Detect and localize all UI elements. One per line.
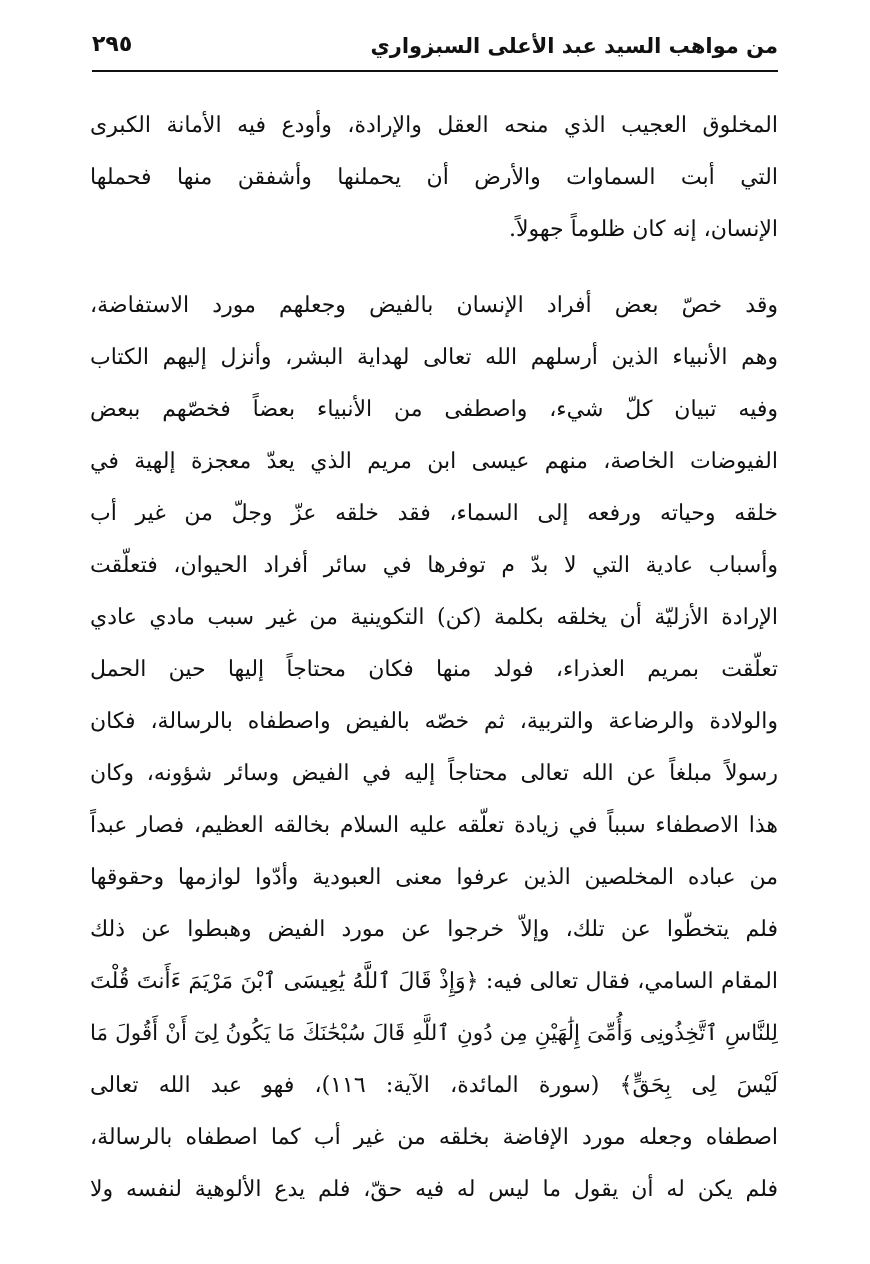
body-text <box>90 100 778 1216</box>
quran-verse-line: لِلنَّاسِ ٱتَّخِذُونِى وَأُمِّىَ إِلَٰهَيْنِ مِن دُونِ ٱللَّهِ قَالَ سُبْحَٰنَكَ مَا يَكُونُ لِىٓ أَنْ أَقُولَ مَا <box>90 1021 778 1046</box>
running-header <box>92 30 778 72</box>
text-line: وهم الأنبياء الذين أرسلهم الله تعالى لهداية البشر، وأنزل إليهم الكتاب <box>90 345 778 370</box>
text-line: تعلّقت بمريم العذراء، فولد منها فكان محتاجاً إليها حين الحمل <box>90 657 778 682</box>
paragraph-2 <box>90 280 778 1216</box>
quran-verse-line: لَيْسَ لِى بِحَقٍّ﴾ (سورة المائدة، الآية: ١١٦)، فهو عبد الله تعالى <box>90 1073 778 1098</box>
text-line: وفيه تبيان كلّ شيء، واصطفى من الأنبياء بعضاً فخصّهم ببعض <box>90 397 778 422</box>
paragraph-1 <box>90 100 778 256</box>
text-line: فلم يتخطّوا عن تلك، وإلاّ خرجوا عن مورد الفيض وهبطوا عن ذلك <box>90 917 778 942</box>
running-title: من مواهب السيد عبد الأعلى السبزواري <box>370 34 778 58</box>
text-line: وقد خصّ بعض أفراد الإنسان بالفيض وجعلهم مورد الاستفاضة، <box>90 293 778 318</box>
text-line: الفيوضات الخاصة، منهم عيسى ابن مريم الذي يعدّ معجزة إلهية في <box>90 449 778 474</box>
text-line: والولادة والرضاعة والتربية، ثم خصّه بالفيض واصطفاه بالرسالة، فكان <box>90 709 778 734</box>
text-line: المخلوق العجيب الذي منحه العقل والإرادة، وأودع فيه الأمانة الكبرى <box>90 113 778 138</box>
text-line: التي أبت السماوات والأرض أن يحملنها وأشفقن منها فحملها <box>90 165 778 190</box>
text-line: هذا الاصطفاء سبباً في زيادة تعلّقه عليه السلام بخالقه العظيم، فصار عبداً <box>90 813 778 838</box>
text-line: من عباده المخلصين الذين عرفوا معنى العبودية وأدّوا لوازمها وحقوقها <box>90 865 778 890</box>
text-line: الإنسان، إنه كان ظلوماً جهولاً. <box>509 217 778 242</box>
text-line: وأسباب عادية التي لا بدّ م توفرها في سائر أفراد الحيوان، فتعلّقت <box>90 553 778 578</box>
text-line: فلم يكن له أن يقول ما ليس له فيه حقّ، فلم يدع الألوهية لنفسه ولا <box>90 1177 778 1202</box>
text-line: الإرادة الأزليّة أن يخلقه بكلمة (كن) التكوينية من غير سبب مادي عادي <box>90 605 778 630</box>
text-line: رسولاً مبلغاً عن الله تعالى محتاجاً إليه في الفيض وسائر شؤونه، وكان <box>90 761 778 786</box>
paragraph-gap <box>90 256 778 280</box>
page-number: ٢٩٥ <box>92 32 133 57</box>
text-line: خلقه وحياته ورفعه إلى السماء، فقد خلقه عزّ وجلّ من غير أب <box>90 501 778 526</box>
quran-verse-line: المقام السامي، فقال تعالى فيه: ﴿وَإِذْ قَالَ ٱللَّهُ يَٰعِيسَى ٱبْنَ مَرْيَمَ ءَأَنتَ قُلْتَ <box>90 969 778 994</box>
text-line: اصطفاه وجعله مورد الإفاضة بخلقه من غير أب كما اصطفاه بالرسالة، <box>90 1125 778 1150</box>
